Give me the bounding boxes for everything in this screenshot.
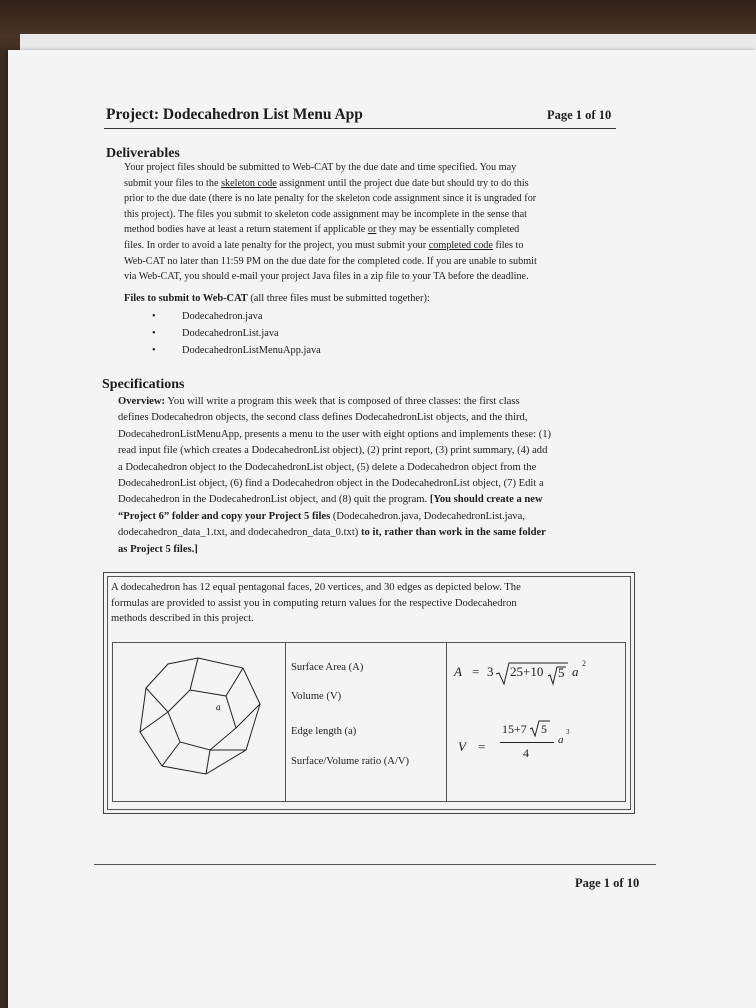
document-title: Project: Dodecahedron List Menu App <box>106 106 363 123</box>
volume-formula: V = 15+7 5 4 a 3 <box>458 722 570 760</box>
text-line: submit your files to the skeleton code assignment until the project due date but should try to do this <box>124 177 529 189</box>
label-edge-length: Edge length (a) <box>291 726 357 737</box>
deliverables-paragraph <box>124 160 624 285</box>
files-list <box>152 308 321 359</box>
edge-label: a <box>216 702 221 712</box>
text-line: “Project 6” folder and copy your Project 5 files (Dodecahedron.java, DodecahedronList.java, <box>118 510 525 522</box>
fraction-bar <box>500 742 554 743</box>
footer-rule <box>94 864 656 865</box>
files-heading: Files to submit to Web-CAT (all three files must be submitted together): <box>124 293 430 304</box>
text-line: Your project files should be submitted to Web-CAT by the due date and time specified. You may <box>124 162 517 173</box>
label-surface-area: Surface Area (A) <box>291 662 364 673</box>
surface-area-formula: A = 3 25+10 5 a 2 <box>454 662 624 692</box>
text-line: prior to the due date (there is no late penalty for the skeleton code assignment since it is ungraded for <box>124 193 537 205</box>
list-item: • DodecahedronList.java <box>152 325 321 342</box>
text-line: formulas are provided to assist you in computing return values for the respective Dodecahedron <box>111 597 517 609</box>
text-line: methods described in this project. <box>111 613 254 624</box>
text-line: Web-CAT no later than 11:59 PM on the due date for the completed code. If you are unable to submit <box>124 255 537 267</box>
outline-shape <box>140 658 260 774</box>
text-line: dodecahedron_data_1.txt, and dodecahedron_data_0.txt) to it, rather than work in the same folder <box>118 527 546 539</box>
text-line: as Project 5 files.] <box>118 543 198 555</box>
table-bottom-rule <box>112 801 626 802</box>
text-line: Overview: You will write a program this week that is composed of three classes: the first class <box>118 396 520 407</box>
box-intro <box>111 580 626 627</box>
overview-paragraph <box>118 394 638 558</box>
specifications-heading: Specifications <box>102 377 185 392</box>
page-number-bottom: Page 1 of 10 <box>575 876 640 890</box>
table-top-rule <box>112 642 626 643</box>
table-right-rule <box>625 642 626 802</box>
text-line: DodecahedronListMenuApp, presents a menu to the user with eight options and implements these: (1) <box>118 428 552 440</box>
text-line: files. In order to avoid a late penalty for the project, you must submit your completed code files to <box>124 239 524 251</box>
text-line: Dodecahedron in the DodecahedronList object, and (8) quit the program. [You should create a new <box>118 494 543 506</box>
text-line: method bodies have at least a return statement if applicable or they may be essentially completed <box>124 224 520 236</box>
label-volume: Volume (V) <box>291 691 342 702</box>
page-number-top: Page 1 of 10 <box>547 108 612 122</box>
table-left-rule <box>112 642 113 802</box>
deliverables-heading: Deliverables <box>106 146 180 161</box>
list-item: • DodecahedronListMenuApp.java <box>152 342 321 359</box>
table-divider-2 <box>446 642 447 802</box>
text-line: DodecahedronList object, (6) find a Dodecahedron object in the DodecahedronList object, (7) Edit a <box>118 478 544 490</box>
text-line: defines Dodecahedron objects, the second class defines DodecahedronList objects, and the third, <box>118 412 528 424</box>
label-ratio: Surface/Volume ratio (A/V) <box>291 756 410 767</box>
table-divider-1 <box>285 642 286 802</box>
text-line: this project). The files you submit to skeleton code assignment may be incomplete in the sense that <box>124 208 527 220</box>
dodecahedron-diagram <box>128 646 278 796</box>
list-item: • Dodecahedron.java <box>152 308 321 325</box>
text-line: via Web-CAT, you should e-mail your project Java files in a zip file to your TA before the deadline. <box>124 271 529 283</box>
text-line: a Dodecahedron object to the DodecahedronList object, (5) delete a Dodecahedron object from the <box>118 461 537 473</box>
header-rule <box>104 128 616 129</box>
front-face-shape <box>168 690 236 750</box>
text-line: A dodecahedron has 12 equal pentagonal faces, 20 vertices, and 30 edges as depicted below. The <box>111 582 521 593</box>
text-line: read input file (which creates a DodecahedronList object), (2) print report, (3) print summary, (4) add <box>118 445 548 457</box>
document-page <box>8 50 756 1008</box>
